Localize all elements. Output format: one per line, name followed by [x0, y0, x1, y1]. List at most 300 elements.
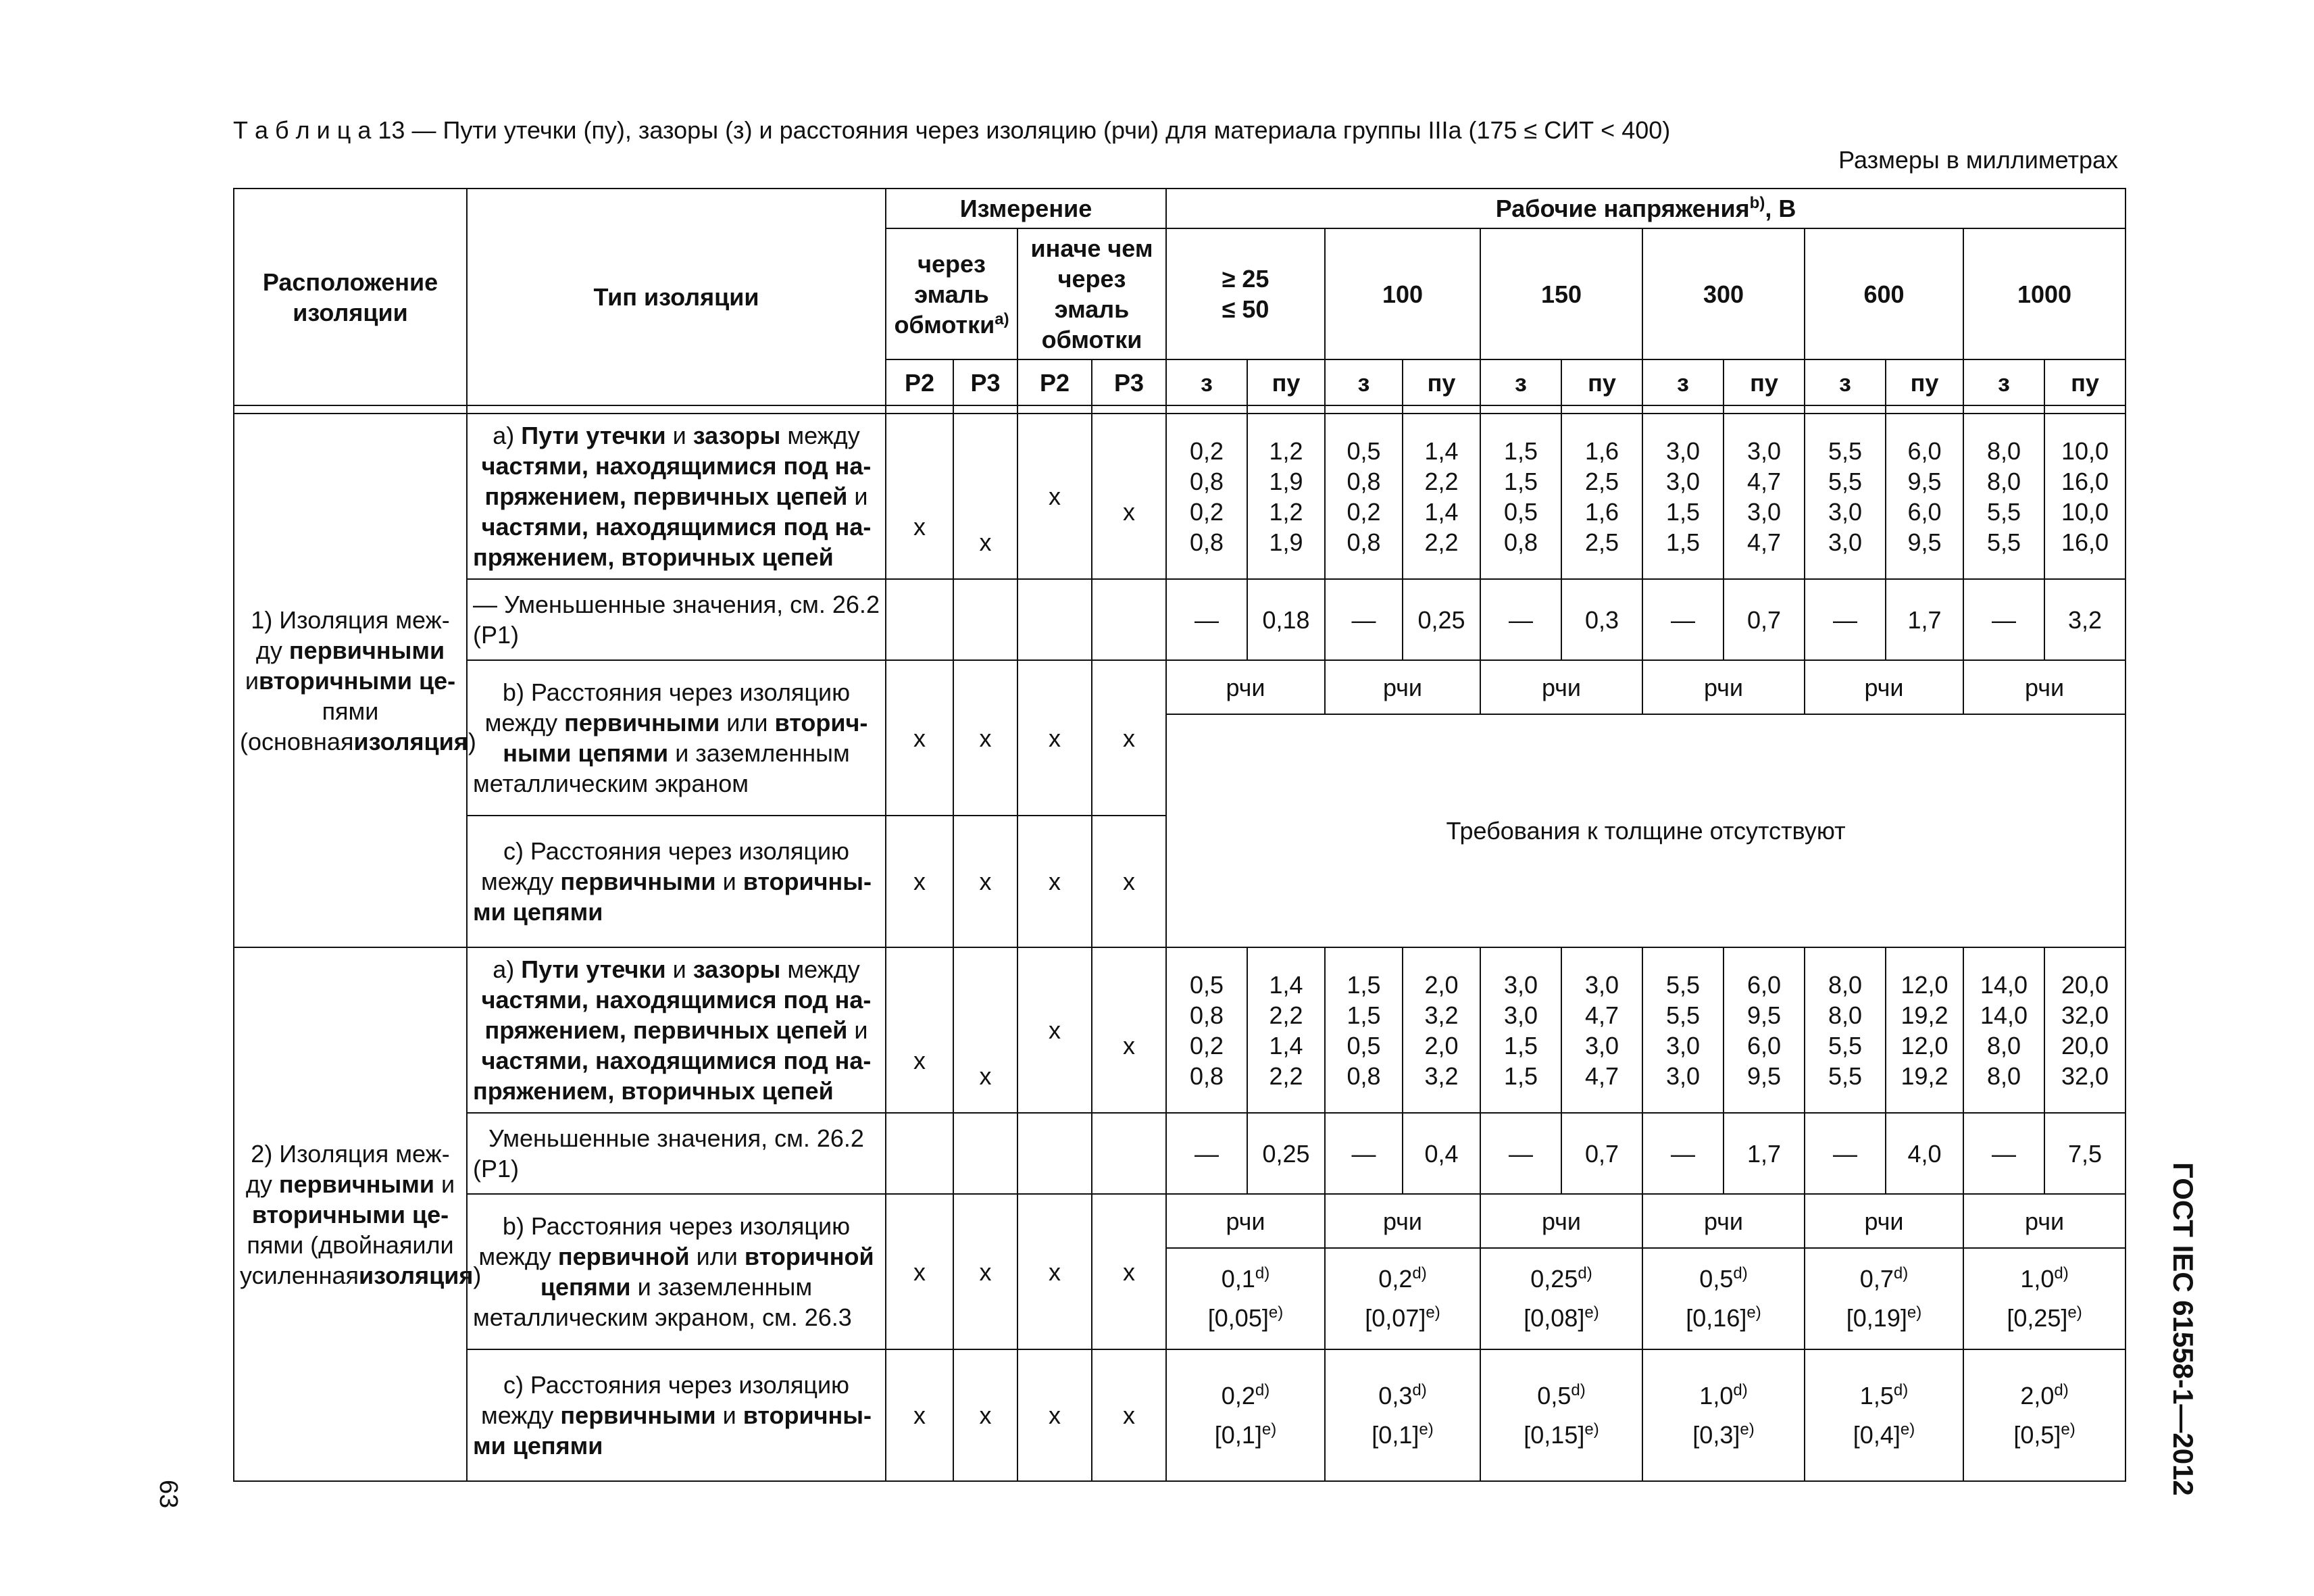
pu-values [1247, 947, 1325, 1113]
z-values [1166, 947, 1247, 1113]
value: 2,2 [1424, 467, 1459, 495]
cell-text: 0,1 [1221, 1265, 1255, 1293]
rchi-label [1642, 660, 1805, 714]
cell-text: — [1509, 605, 1533, 634]
cell-text: первичной [557, 1243, 690, 1270]
value: 9,5 [1907, 467, 1942, 495]
x-mark: x [1049, 724, 1061, 752]
cell-text: и заземленным металлическим экраном [473, 739, 850, 797]
header-voltage-value [1805, 228, 1963, 359]
cell-text: через эмаль обмотки [894, 249, 995, 339]
value: 2,0 [1424, 970, 1459, 999]
measure-cell [1017, 414, 1092, 579]
cell-text: между [780, 955, 860, 983]
value: 6,0 [1746, 970, 1782, 999]
header-pu [1724, 359, 1805, 405]
cell-text: Пути утечки [521, 422, 666, 449]
z-values [1480, 947, 1561, 1113]
rchi-main [1486, 1260, 1636, 1299]
x-mark [892, 984, 947, 1015]
rchi-main [1811, 1376, 1957, 1416]
footnote-mark: e) [1419, 1420, 1434, 1439]
measure-cell [1017, 816, 1092, 947]
value: 1,5 [1503, 437, 1538, 465]
gap-cell [1166, 405, 1247, 414]
value: 5,5 [1665, 1001, 1701, 1029]
value: 0,8 [1189, 528, 1224, 556]
value: 32,0 [2061, 1062, 2109, 1090]
gap-cell [1247, 405, 1325, 414]
cell-text: и [847, 482, 868, 510]
cell-text: 600 [1863, 280, 1905, 308]
measure-cell [1092, 816, 1166, 947]
rchi-label [1480, 660, 1642, 714]
measure-cell [886, 1349, 953, 1481]
cell-text: 2) Изоляция меж- [251, 1139, 450, 1168]
pu-values [1886, 947, 1963, 1113]
pu-reduced [1561, 1113, 1642, 1194]
footnote-mark: e) [1268, 1303, 1284, 1322]
value: 0,8 [1347, 467, 1381, 495]
pu-values [1403, 947, 1480, 1113]
measure-cell [953, 660, 1017, 816]
rchi-value [1480, 1248, 1642, 1349]
cell-text: Пути утечки [521, 955, 666, 983]
table-row [234, 189, 2126, 228]
cell-text: первичными [564, 709, 720, 737]
header-z [1480, 359, 1561, 405]
value: 5,5 [1665, 970, 1701, 999]
value: 0,5 [1347, 1031, 1381, 1059]
value: 3,0 [1828, 528, 1863, 556]
x-mark: x [1049, 1016, 1061, 1044]
cell-text: изоляция [359, 1261, 474, 1289]
cell-text: [0,19] [1846, 1304, 1907, 1332]
measure-cell [1092, 660, 1166, 816]
value: 1,5 [1665, 528, 1701, 556]
measure-cell [953, 947, 1017, 1113]
mark-stack [892, 984, 947, 1076]
z-reduced [1166, 1113, 1247, 1194]
header-z [1642, 359, 1724, 405]
x-mark: x [1123, 1031, 1135, 1059]
rchi-alt [1649, 1299, 1799, 1338]
rchi-value [1166, 1248, 1325, 1349]
cell-text: — [1351, 605, 1376, 634]
value: 8,0 [1828, 1001, 1863, 1029]
pu-reduced [1561, 579, 1642, 660]
cell-text: [0,15] [1524, 1420, 1585, 1449]
cell-text: 300 [1703, 280, 1744, 308]
measure-cell [953, 1113, 1017, 1194]
gap-cell [234, 405, 467, 414]
cell-text: Требования к толщине отсутствуют [1446, 817, 1846, 845]
cell-text: ми цепями [473, 898, 603, 926]
cell-text: Рабочие напряжения [1495, 195, 1750, 222]
cell-text: рчи [1382, 673, 1423, 701]
value: 8,0 [1986, 437, 2021, 465]
pu-values [2044, 414, 2126, 579]
value: 3,0 [1746, 437, 1782, 465]
pu-values [1724, 947, 1805, 1113]
cell-text: рчи [1541, 1207, 1582, 1235]
measure-cell [953, 579, 1017, 660]
cell-text: a) [493, 422, 522, 449]
cell-text: — [1833, 605, 1857, 634]
header-pollution [953, 359, 1017, 405]
table-caption: Т а б л и ц а 13 — Пути утечки (пу), зазоры (з) и расстояния через изоляцию (рчи) для материала группы IIIa (175 ≤ СИТ < 400) [233, 116, 1671, 144]
cell-text: частями, находящимися под на- [481, 986, 872, 1014]
cell-text: a) [493, 955, 522, 983]
section2-location [234, 947, 482, 1481]
value: 10,0 [2061, 497, 2109, 526]
cell-text: з [1357, 368, 1370, 397]
x-mark: x [1123, 724, 1135, 752]
x-mark: x [913, 513, 926, 541]
cell-text: — [1992, 1139, 2016, 1168]
z-values [1805, 947, 1886, 1113]
rchi-value [1642, 1349, 1805, 1481]
value: 0,2 [1347, 497, 1381, 526]
x-mark: x [913, 724, 926, 752]
cell-text: ными цепями [503, 739, 669, 767]
cell-text: [0,1] [1372, 1420, 1419, 1449]
value: 12,0 [1901, 970, 1948, 999]
cell-text: зазоры [693, 422, 781, 449]
z-reduced [1480, 579, 1561, 660]
cell-text: или [689, 1243, 745, 1270]
cell-text: первичными [278, 1170, 435, 1198]
mark-stack [959, 436, 1011, 557]
cell-text: P3 [1113, 368, 1145, 397]
pu-reduced [2044, 579, 2126, 660]
pu-reduced [1247, 1113, 1325, 1194]
rchi-alt [1811, 1416, 1957, 1455]
z-values [1480, 414, 1561, 579]
rchi-main [1649, 1260, 1799, 1299]
cell-text: з [1839, 368, 1851, 397]
value: 2,5 [1584, 528, 1619, 556]
value: 4,7 [1584, 1062, 1619, 1090]
measure-cell [1092, 1349, 1166, 1481]
cell-text: 1,5 [1859, 1381, 1894, 1410]
cell-text: 0,25 [1262, 1139, 1310, 1168]
x-mark [1098, 466, 1160, 497]
x-mark: x [979, 528, 992, 556]
value: 0,8 [1347, 528, 1381, 556]
gap-cell [1724, 405, 1805, 414]
cell-text: [0,08] [1524, 1304, 1585, 1332]
value: 0,2 [1189, 1031, 1224, 1059]
cell-text: [0,1] [1214, 1420, 1262, 1449]
rchi-value [1642, 1248, 1805, 1349]
x-mark [892, 481, 947, 512]
pu-values [1724, 414, 1805, 579]
x-mark: x [979, 724, 992, 752]
footnote-mark: d) [1412, 1380, 1427, 1399]
cell-text: — [1992, 605, 2016, 634]
cell-text: — [1671, 605, 1695, 634]
z-values [1805, 414, 1886, 579]
cell-text: и [434, 1170, 455, 1198]
header-z [1805, 359, 1886, 405]
x-mark: x [1123, 1401, 1135, 1429]
cell-text: пряжением, первичных цепей [484, 482, 848, 510]
rchi-label [1805, 1194, 1963, 1248]
value: 0,8 [1189, 467, 1224, 495]
value: 14,0 [1980, 1001, 2028, 1029]
cell-text: и [715, 868, 743, 895]
cell-text: P2 [904, 368, 935, 397]
header-voltage-value [1480, 228, 1642, 359]
value: 1,9 [1269, 528, 1303, 556]
pu-reduced [1247, 579, 1325, 660]
value: 12,0 [1901, 1031, 1948, 1059]
cell-text: рчи [1703, 1207, 1744, 1235]
value: 3,0 [1828, 497, 1863, 526]
value: 0,8 [1503, 528, 1538, 556]
x-mark: x [913, 868, 926, 895]
section2-type-c [467, 1349, 886, 1481]
rchi-alt [1969, 1299, 2119, 1338]
cell-text: и [245, 666, 259, 695]
cell-text: з [1201, 368, 1213, 397]
x-mark [959, 436, 1011, 466]
pu-reduced [1403, 1113, 1480, 1194]
section2-type-reduced [467, 1113, 886, 1194]
cell-text: ми цепями [473, 1432, 603, 1460]
pu-values [1561, 947, 1642, 1113]
z-values [1325, 947, 1403, 1113]
measure-cell [886, 816, 953, 947]
pu-reduced [1724, 1113, 1805, 1194]
cell-text: 7,5 [2068, 1139, 2103, 1168]
units-note: Размеры в миллиметрах [1838, 146, 2118, 174]
cell-text: з [1998, 368, 2010, 397]
footnote-mark: a) [995, 309, 1009, 328]
value: 3,0 [1584, 1031, 1619, 1059]
x-mark [959, 970, 1011, 1000]
gap-cell [1092, 405, 1166, 414]
x-mark: x [1049, 482, 1061, 510]
cell-text: 1,7 [1746, 1139, 1782, 1168]
header-voltage [1166, 189, 2126, 228]
cell-text: первичными [560, 868, 716, 895]
header-pollution [1092, 359, 1166, 405]
cell-text: з [1515, 368, 1527, 397]
value: 2,5 [1584, 467, 1619, 495]
gap-cell [1963, 405, 2044, 414]
rchi-main [1172, 1376, 1319, 1416]
gap-cell [1805, 405, 1886, 414]
cell-text: b) Расстояния через изоляцию между [478, 1212, 851, 1270]
rchi-alt [1486, 1299, 1636, 1338]
cell-text: ду [255, 636, 289, 664]
measure-cell [886, 947, 953, 1113]
measure-cell [953, 1349, 1017, 1481]
header-pu [1561, 359, 1642, 405]
x-mark: x [1049, 1401, 1061, 1429]
value: 19,2 [1901, 1001, 1948, 1029]
header-other-than-enamel [1017, 228, 1166, 359]
header-z [1963, 359, 2044, 405]
mark-stack [892, 451, 947, 542]
section1-type-c [467, 816, 886, 947]
value: 1,6 [1584, 497, 1619, 526]
measure-cell [1017, 579, 1092, 660]
value: 1,4 [1424, 437, 1459, 465]
footnote-mark: e) [1900, 1420, 1915, 1439]
x-mark: x [913, 1257, 926, 1286]
page-number: 63 [154, 1480, 182, 1509]
value: 2,2 [1269, 1062, 1303, 1090]
footnote-mark: d) [1893, 1380, 1909, 1399]
table-row [234, 1349, 2126, 1481]
footnote-mark: d) [1733, 1264, 1748, 1283]
value: 5,5 [1986, 497, 2021, 526]
cell-text: частями, находящимися под на- [481, 452, 872, 480]
value: 5,5 [1828, 437, 1863, 465]
standard-stamp: ГОСТ IEC 61558-1—2012 [2167, 1162, 2199, 1496]
x-mark [892, 451, 947, 481]
value: 1,4 [1269, 1031, 1303, 1059]
cell-text: рчи [1864, 1207, 1904, 1235]
value: 8,0 [1828, 970, 1863, 999]
cell-text: ≤ 50 [1222, 295, 1269, 323]
cell-text: и [665, 955, 693, 983]
x-mark: x [979, 1062, 992, 1090]
measure-cell [1092, 1194, 1166, 1349]
cell-text: 0,2 [1378, 1265, 1413, 1293]
gap-cell [1403, 405, 1480, 414]
value: 10,0 [2061, 437, 2109, 465]
value: 19,2 [1901, 1062, 1948, 1090]
rchi-value [1325, 1248, 1480, 1349]
value: 9,5 [1907, 528, 1942, 556]
section1-type-b [467, 660, 886, 816]
cell-text: рчи [2024, 1207, 2065, 1235]
cell-text: вторичной [744, 1243, 874, 1270]
footnote-mark: d) [1578, 1264, 1592, 1283]
header-type [467, 189, 886, 405]
footnote-mark: d) [1255, 1380, 1270, 1399]
gap-cell [1325, 405, 1403, 414]
value: 1,5 [1347, 970, 1381, 999]
header-z [1325, 359, 1403, 405]
cell-text: Тип изоляции [593, 283, 759, 311]
footnote-mark: e) [1740, 1420, 1755, 1439]
rchi-main [1486, 1376, 1636, 1416]
mark-stack [1098, 466, 1160, 527]
cell-text: 1,7 [1907, 605, 1942, 634]
x-mark: x [1049, 1257, 1061, 1286]
x-mark [959, 497, 1011, 527]
gap-cell [1017, 405, 1092, 414]
cell-text: вторичны- [743, 868, 872, 895]
cell-text: рчи [1226, 1207, 1265, 1235]
x-mark [892, 1015, 947, 1045]
cell-text: рчи [2024, 673, 2065, 701]
value: 20,0 [2061, 1031, 2109, 1059]
value: 1,5 [1503, 1062, 1538, 1090]
rchi-alt [1172, 1416, 1319, 1455]
cell-text: — [1194, 1139, 1219, 1168]
value: 2,0 [1424, 1031, 1459, 1059]
footnote-mark: d) [1412, 1264, 1427, 1283]
rchi-alt [1649, 1416, 1799, 1455]
cell-text: с) Расстояния через изоляцию между [480, 837, 850, 895]
cell-text: [0,25] [2007, 1304, 2068, 1332]
section2-type-a [467, 947, 886, 1113]
value: 0,8 [1347, 1062, 1381, 1090]
value: 0,8 [1189, 1001, 1224, 1029]
footnote-mark: d) [1571, 1380, 1586, 1399]
measure-cell [1092, 414, 1166, 579]
z-reduced [1805, 579, 1886, 660]
rchi-value [1805, 1248, 1963, 1349]
z-values [1963, 414, 2044, 579]
z-reduced [1325, 1113, 1403, 1194]
rchi-main [1969, 1260, 2119, 1299]
rchi-main [1331, 1260, 1474, 1299]
z-reduced [1480, 1113, 1561, 1194]
value: 3,2 [1424, 1062, 1459, 1090]
cell-text: 150 [1540, 280, 1582, 308]
value: 1,4 [1424, 497, 1459, 526]
cell-text: первичными [288, 636, 445, 664]
gap-cell [1642, 405, 1724, 414]
cell-text: и [715, 1401, 743, 1429]
cell-text: 1000 [2017, 280, 2072, 308]
z-reduced [1805, 1113, 1886, 1194]
cell-text: 0,3 [1378, 1381, 1413, 1410]
header-pu [1886, 359, 1963, 405]
measure-cell [886, 660, 953, 816]
value: 32,0 [2061, 1001, 2109, 1029]
value: 3,0 [1503, 970, 1538, 999]
cell-text: пу [1272, 368, 1301, 397]
table-row [234, 1194, 2126, 1248]
cell-text: [0,3] [1692, 1420, 1740, 1449]
value: 3,0 [1584, 970, 1619, 999]
cell-text: — Уменьшенные значения, см. 26.2 (P1) [473, 591, 880, 649]
rchi-value [1480, 1349, 1642, 1481]
rchi-label [1325, 1194, 1480, 1248]
value: 0,5 [1347, 437, 1381, 465]
cell-text: 0,4 [1424, 1139, 1459, 1168]
footnote-mark: d) [1893, 1264, 1909, 1283]
x-mark [959, 1000, 1011, 1030]
z-reduced [1642, 1113, 1724, 1194]
cell-text: рчи [1541, 673, 1582, 701]
rchi-label [1963, 1194, 2126, 1248]
footnote-mark: d) [1733, 1380, 1748, 1399]
pu-values [1247, 414, 1325, 579]
cell-text: ) [468, 727, 476, 755]
value: 5,5 [1828, 1062, 1863, 1090]
x-mark: x [1123, 868, 1135, 895]
measure-cell [886, 579, 953, 660]
cell-text: рчи [1226, 673, 1265, 701]
rchi-value [1166, 1349, 1325, 1481]
rchi-label [1166, 1194, 1325, 1248]
cell-text: изоляция [353, 727, 468, 755]
value: 6,0 [1746, 1031, 1782, 1059]
cell-text: 2,0 [2020, 1381, 2055, 1410]
cell-text: 0,5 [1699, 1265, 1734, 1293]
cell-text: 1) Изоляция меж- [251, 605, 450, 634]
cell-text: рчи [1864, 673, 1904, 701]
